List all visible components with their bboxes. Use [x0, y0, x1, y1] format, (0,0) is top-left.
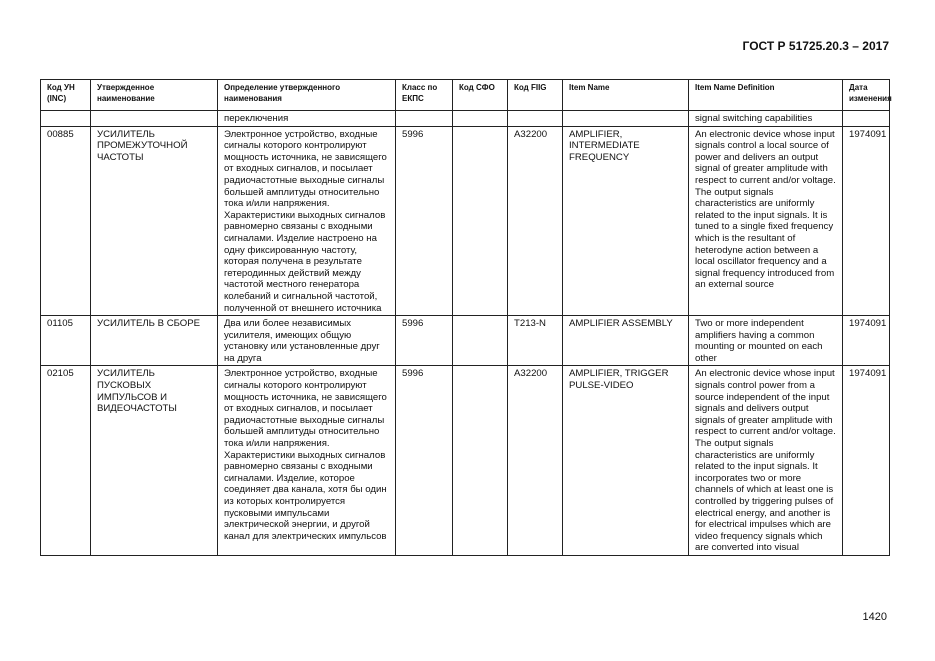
cell-empty	[843, 111, 890, 127]
cell-class: 5996	[396, 126, 453, 316]
table-row	[41, 366, 890, 556]
cell-code: 00885	[41, 126, 91, 316]
header-definition-ru: Определение утвержденного наименования	[218, 80, 396, 111]
cell-class: 5996	[396, 366, 453, 556]
cell-item-name: AMPLIFIER, TRIGGER PULSE-VIDEO	[563, 366, 689, 556]
header-class: Класс по ЕКПС	[396, 80, 453, 111]
cell-fiig: A32200	[508, 366, 563, 556]
header-row	[41, 80, 890, 111]
cell-empty	[91, 111, 218, 127]
header-approved-name: Утвержденное наименование	[91, 80, 218, 111]
table-row	[41, 316, 890, 366]
header-date: Дата изменения	[843, 80, 890, 111]
cell-definition-ru: переключения	[218, 111, 396, 127]
cell-definition-en: An electronic device whose input signals control power from a source independent of the input signals and delivers output signals of greater amplitude with respect to current and/or voltage. The output signals characteristics are uniformly related to the input signals. It incorporates two or more channels of which at least one is controlled by triggering pulses of electrical energy, and another is for electrical impulses which are video frequency signals which are converted into visual	[689, 366, 843, 556]
cell-sfo	[453, 316, 508, 366]
cell-empty	[396, 111, 453, 127]
cell-class: 5996	[396, 316, 453, 366]
header-code: Код УН (INC)	[41, 80, 91, 111]
cell-name: УСИЛИТЕЛЬ ПУСКОВЫХ ИМПУЛЬСОВ И ВИДЕОЧАСТОТЫ	[91, 366, 218, 556]
cell-date: 1974091	[843, 366, 890, 556]
header-sfo: Код СФО	[453, 80, 508, 111]
cell-empty	[563, 111, 689, 127]
cell-date: 1974091	[843, 126, 890, 316]
cell-sfo	[453, 126, 508, 316]
cell-name: УСИЛИТЕЛЬ В СБОРЕ	[91, 316, 218, 366]
cell-code: 01105	[41, 316, 91, 366]
continuation-row	[41, 111, 890, 127]
header-item-definition: Item Name Definition	[689, 80, 843, 111]
cell-date: 1974091	[843, 316, 890, 366]
registry-table	[40, 79, 890, 556]
cell-definition-ru: Два или более независимых усилителя, имеющих общую установку или установленные друг на друга	[218, 316, 396, 366]
cell-sfo	[453, 366, 508, 556]
cell-definition-en: An electronic device whose input signals control a local source of power and delivers an output signal of greater amplitude with respect to current and/or voltage. The output signals characteristics are uniformly related to the input signals. It is tuned to a single fixed frequency which is the resultant of heterodyne action between a local oscillator frequency and a signal frequency introduced from an external source	[689, 126, 843, 316]
cell-definition-en: Two or more independent amplifiers having a common mounting or mounted on each other	[689, 316, 843, 366]
document-title: ГОСТ Р 51725.20.3 – 2017	[742, 39, 889, 53]
cell-empty	[508, 111, 563, 127]
cell-item-name: AMPLIFIER, INTERMEDIATE FREQUENCY	[563, 126, 689, 316]
cell-definition-ru: Электронное устройство, входные сигналы которого контролируют мощность источника, не зависящего от входных сигналов, и посылает радиочастотные выходные сигналы большей амплитуды относительно тока и/или напряжения. Характеристики выходных сигналов равномерно связаны с входными сигналами. Изделие настроено на одну фиксированную частоту, которая получена в результате гетеродинных действий между частотой местного генератора колебаний и сигнальной частотой, полученной от внешнего источника	[218, 126, 396, 316]
cell-item-name: AMPLIFIER ASSEMBLY	[563, 316, 689, 366]
header-item-name: Item Name	[563, 80, 689, 111]
table-row	[41, 126, 890, 316]
cell-definition-en: signal switching capabilities	[689, 111, 843, 127]
cell-name: УСИЛИТЕЛЬ ПРОМЕЖУТОЧНОЙ ЧАСТОТЫ	[91, 126, 218, 316]
cell-code: 02105	[41, 366, 91, 556]
cell-fiig: T213-N	[508, 316, 563, 366]
cell-definition-ru: Электронное устройство, входные сигналы которого контролируют мощность источника, не зависящего от входных сигналов, и посылает радиочастотные выходные сигналы большей амплитуды относительно тока и/или напряжения. Характеристики выходных сигналов равномерно связаны с входными сигналами. Изделие, которое соединяет два канала, хотя бы один из которых контролируется пусковыми импульсами электрической энергии, и другой канал для электрических импульсов	[218, 366, 396, 556]
cell-empty	[41, 111, 91, 127]
cell-fiig: A32200	[508, 126, 563, 316]
cell-empty	[453, 111, 508, 127]
page-number: 1420	[862, 611, 887, 623]
header-fiig: Код FIIG	[508, 80, 563, 111]
